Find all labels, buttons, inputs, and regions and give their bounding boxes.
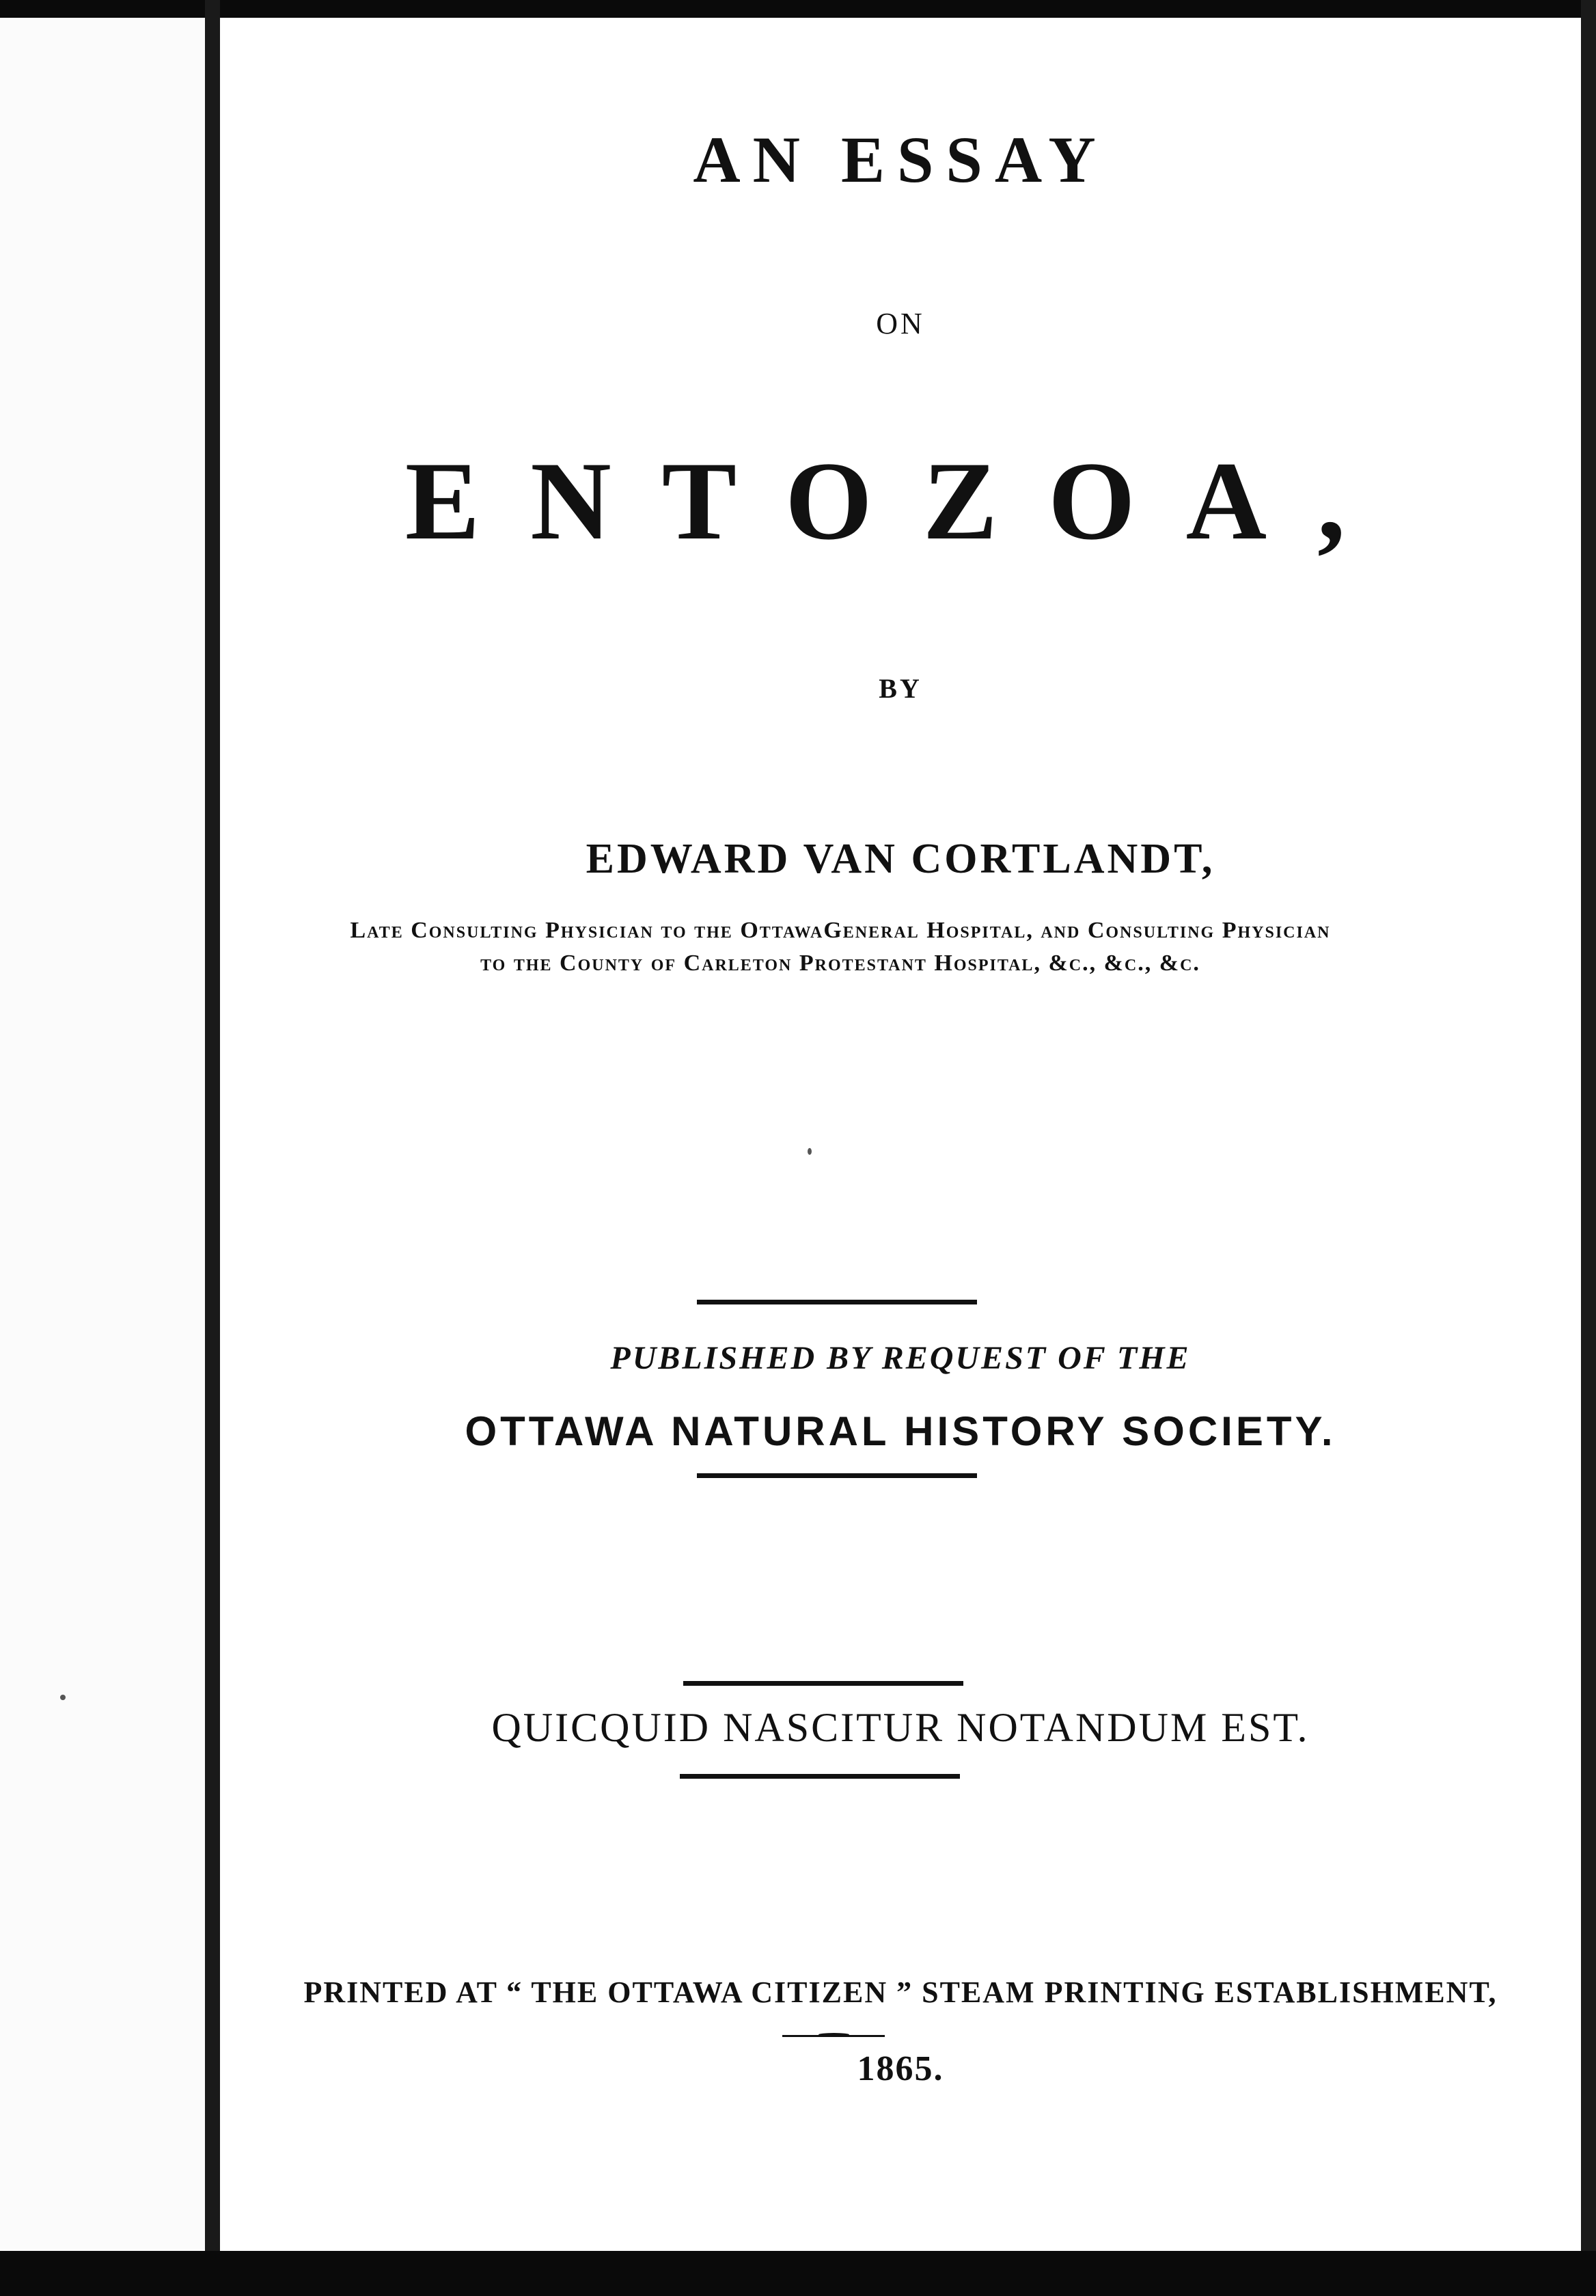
title-heading: AN ESSAY bbox=[693, 123, 1108, 196]
printer-imprint: PRINTED AT “ THE OTTAWA CITIZEN ” STEAM PRINTING ESTABLISHMENT, bbox=[303, 1976, 1498, 2009]
paper-speck bbox=[808, 1148, 812, 1155]
publisher-note: PUBLISHED BY REQUEST OF THE bbox=[610, 1340, 1191, 1376]
page-gutter bbox=[205, 0, 220, 2255]
ornamental-rule bbox=[697, 1473, 977, 1478]
subject-heading: ENTOZOA, bbox=[404, 439, 1396, 563]
author-credentials bbox=[232, 914, 1448, 980]
ornamental-rule bbox=[697, 1300, 977, 1304]
credentials-line-1: Late Consulting Physician to the OttawaGeneral Hospital, and Consulting Physician bbox=[350, 918, 1331, 943]
ornamental-rule bbox=[782, 2035, 885, 2037]
publication-year: 1865. bbox=[857, 2049, 944, 2088]
ornamental-rule bbox=[680, 1774, 960, 1779]
scan-border-right bbox=[1581, 0, 1596, 2255]
ornamental-rule bbox=[683, 1681, 963, 1686]
credentials-line-2: to the County of Carleton Protestant Hospital, &c., &c., &c. bbox=[480, 951, 1200, 976]
paper-speck bbox=[60, 1695, 66, 1700]
society-name: OTTAWA NATURAL HISTORY SOCIETY. bbox=[465, 1408, 1336, 1454]
by-line: BY bbox=[879, 673, 922, 704]
scan-border-top bbox=[0, 0, 1596, 18]
author-name: EDWARD VAN CORTLANDT, bbox=[586, 836, 1215, 882]
title-connector: ON bbox=[876, 307, 925, 340]
latin-motto: QUICQUID NASCITUR NOTANDUM EST. bbox=[491, 1705, 1310, 1750]
facing-page-edge bbox=[0, 18, 205, 2251]
scan-border-bottom bbox=[0, 2251, 1596, 2296]
